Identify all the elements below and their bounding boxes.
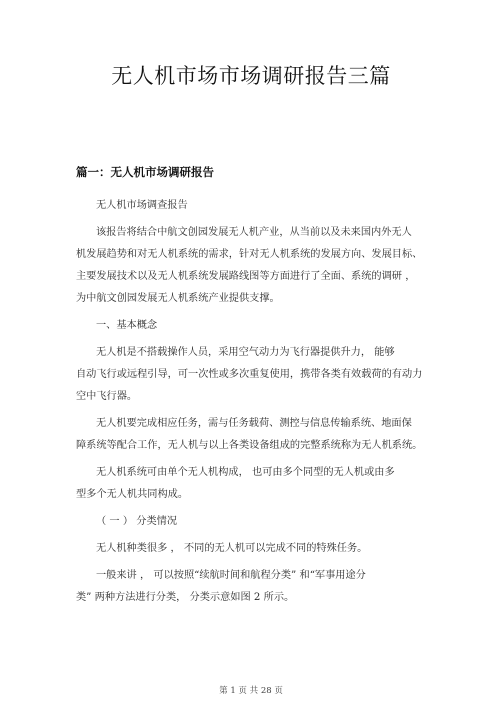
paragraph-line: 为中航文创园发展无人机系统产业提供支撑。 (76, 293, 280, 304)
paragraph-line: 一般来讲 ， 可以按照“续航时间和航程分类” 和“军事用途分 (96, 570, 366, 581)
paragraph-line: 无人机系统可由单个无人机构成， 也可由多个同型的无人机或由多 (96, 467, 395, 478)
paragraph-line: 该报告将结合中航文创园发展无人机产业，从当前以及未来国内外无人 (96, 227, 412, 238)
paragraph-line: 无人机种类很多 ， 不同的无人机可以完成不同的特殊任务。 (96, 543, 368, 554)
page-number-footer: 第 1 页 共 28 页 (219, 686, 283, 696)
document-title: 无人机市场市场调研报告三篇 (111, 64, 391, 88)
paragraph-line: 类” 两种方法进行分类， 分类示意如图 2 所示。 (76, 592, 295, 603)
document-subtitle: 无人机市场调查报告 (96, 200, 188, 211)
paragraph-line: 型多个无人机共同构成。 (76, 489, 189, 500)
paragraph-line: 主要发展技术以及无人机系统发展路线图等方面进行了全面、系统的调研 ， (76, 271, 416, 282)
paragraph-line: 空中飞行器。 (76, 391, 138, 402)
subsection-heading: （ 一 ） 分类情况 (96, 516, 178, 527)
paragraph-line: 无人机要完成相应任务，需与任务载荷、测控与信息传输系统、地面保 (96, 418, 412, 429)
paragraph-line: 自动飞行或远程引导，可一次性或多次重复使用，携带各类有效载荷的有动力 (76, 369, 423, 380)
paragraph-line: 无人机是不搭载操作人员，采用空气动力为飞行器提供升力， 能够 (96, 347, 395, 358)
section-heading: 篇一：无人机市场调研报告 (76, 165, 214, 179)
subsection-heading: 一、基本概念 (96, 320, 158, 331)
paragraph-line: 机发展趋势和对无人机系统的需求，针对无人机系统的发展方向、发展目标、 (76, 249, 423, 260)
paragraph-line: 障系统等配合工作，无人机与以上各类设备组成的完整系统称为无人机系统。 (76, 440, 423, 451)
